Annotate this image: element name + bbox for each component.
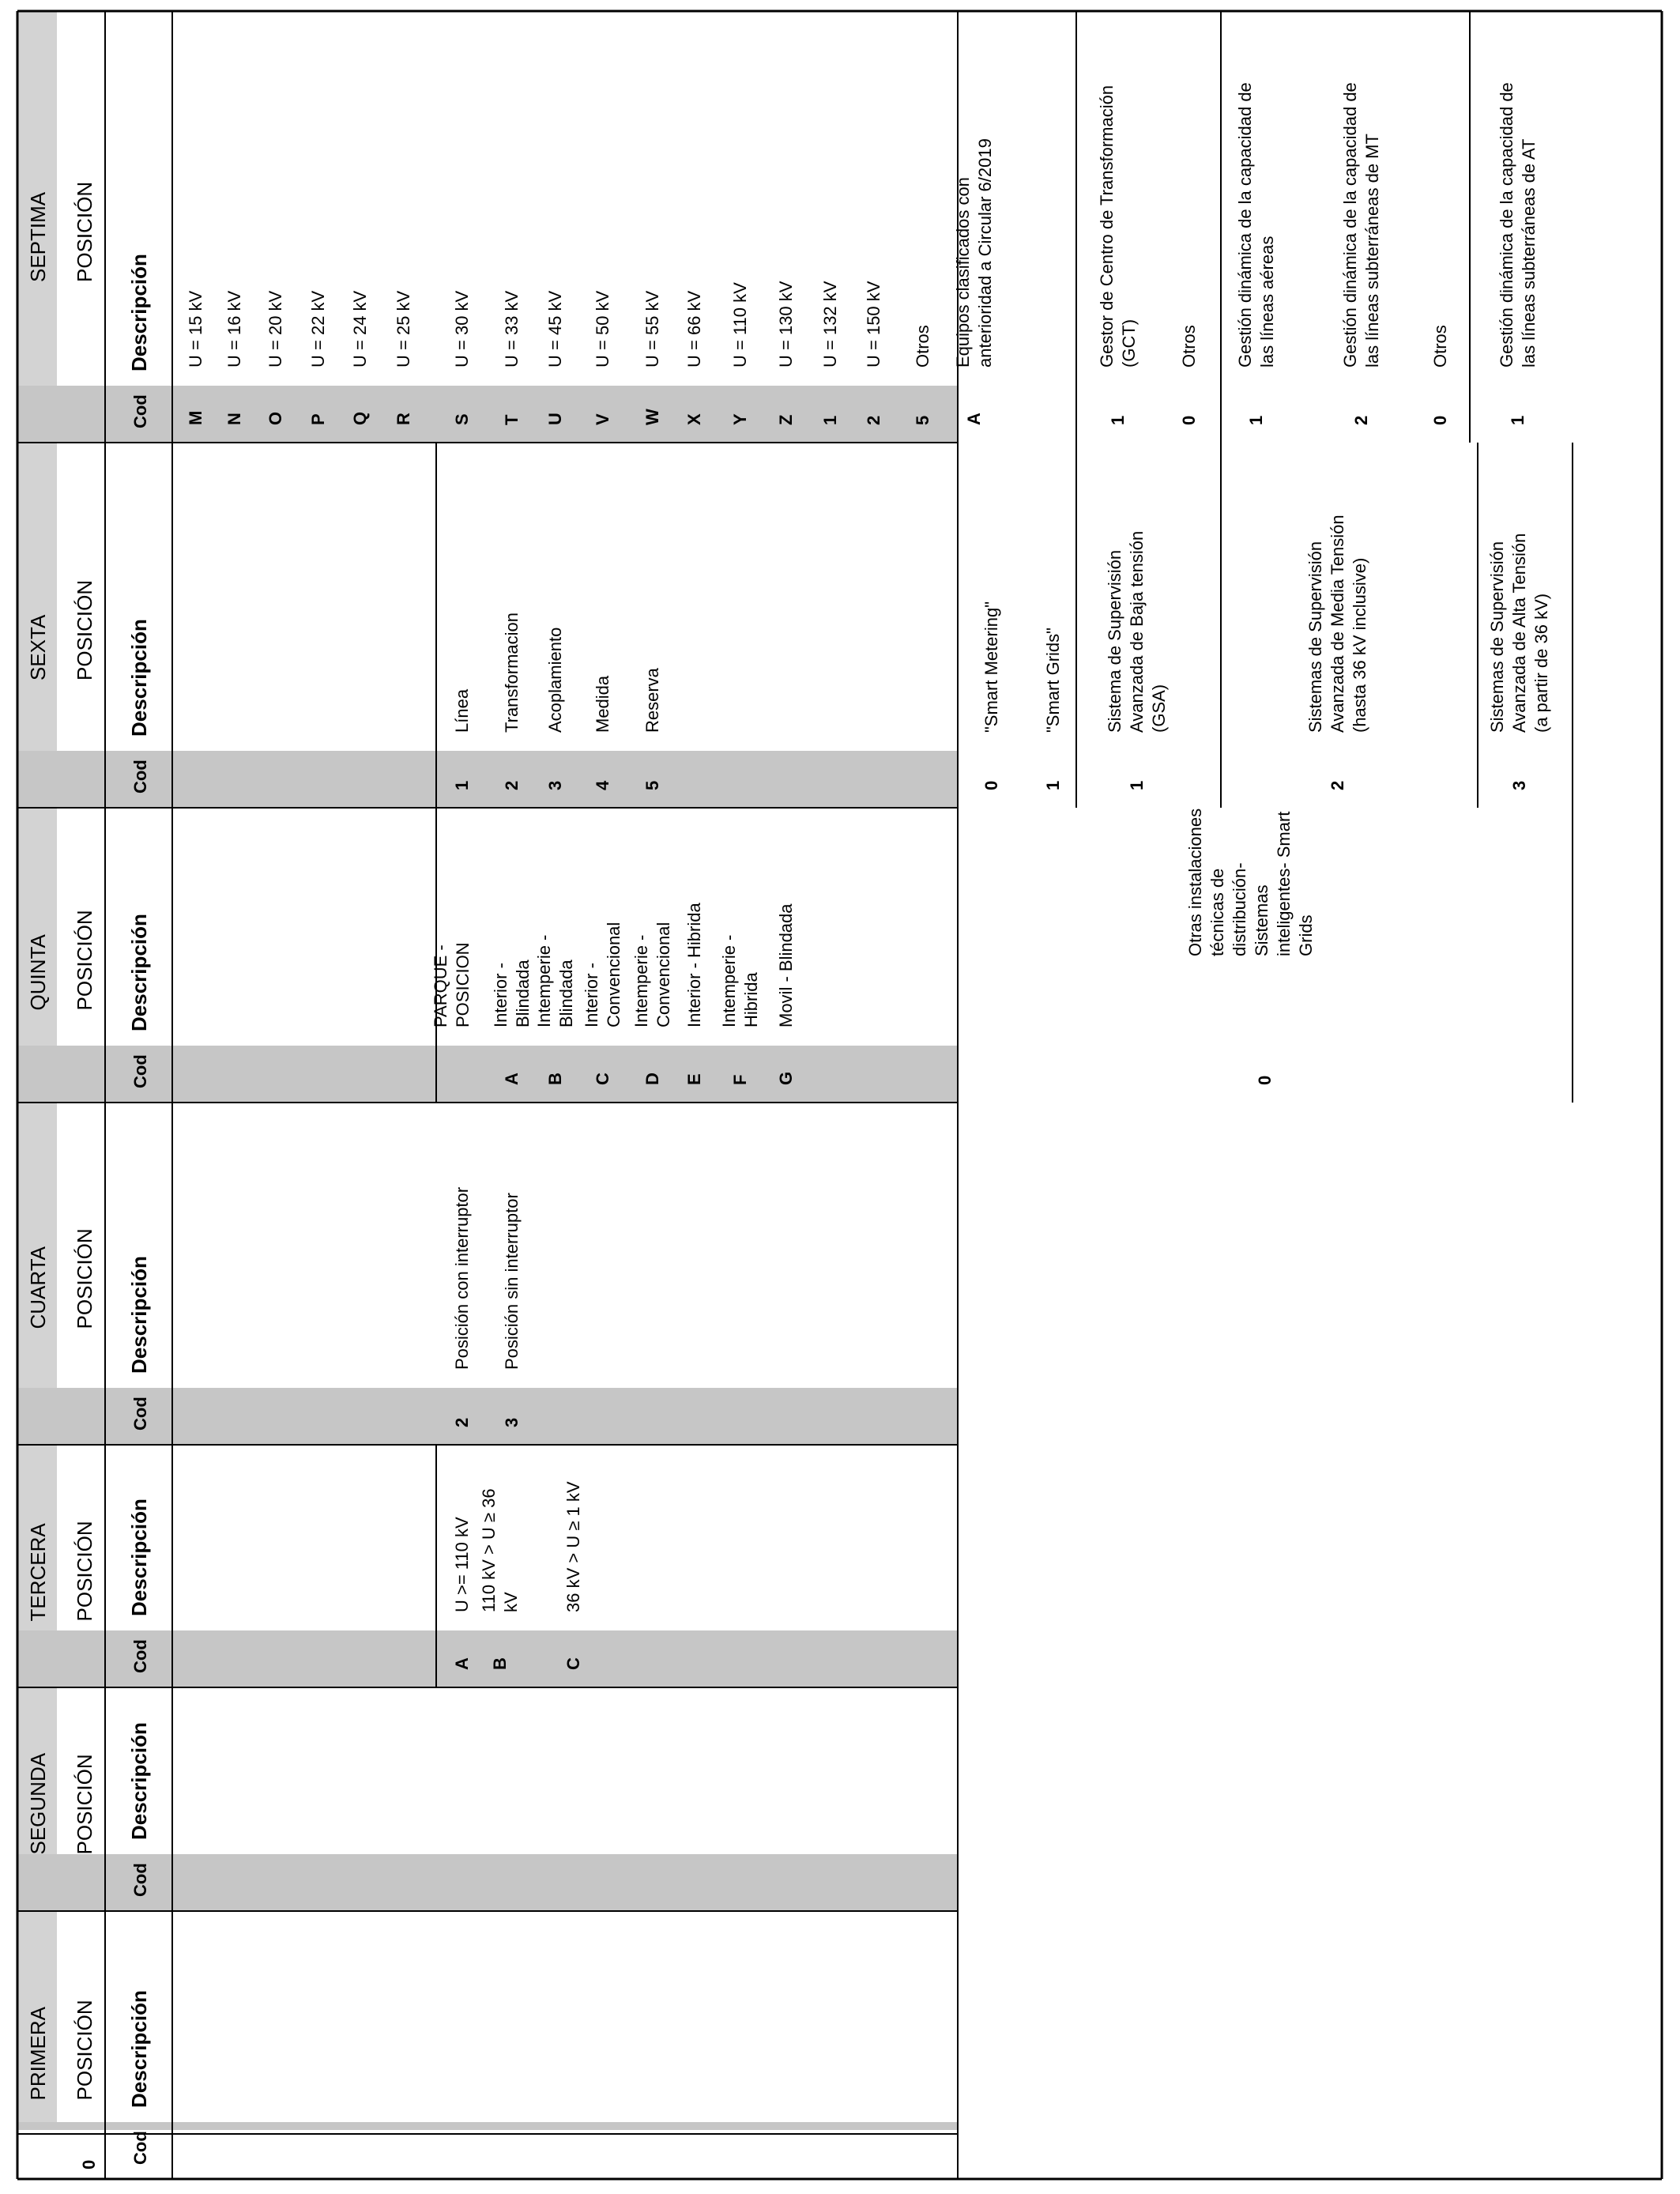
entry-code: W: [642, 409, 662, 425]
entry-code: B: [490, 1657, 510, 1670]
entry-code: A: [964, 413, 984, 425]
entry-code: 1: [1508, 415, 1527, 425]
entry-description: "Smart Grids": [1043, 628, 1063, 733]
entry-code: 0: [1179, 415, 1199, 425]
entry-code: 3: [1509, 780, 1529, 790]
position-ordinal-title: QUINTA: [26, 934, 50, 1011]
entry-code: A: [452, 1657, 472, 1670]
entry-description: Gestor de Centro de Transformación (GCT): [1097, 85, 1139, 368]
entry-description: Otros: [1179, 325, 1199, 368]
entry-description: U = 33 kV: [502, 290, 522, 368]
entry-description: Transformacion: [502, 612, 522, 733]
cod-header: Cod: [130, 760, 150, 794]
position-word: POSICIÓN: [73, 1521, 96, 1622]
entry-description: U >= 110 kV: [452, 1517, 472, 1612]
entry-description: Línea: [452, 688, 472, 733]
entry-code: P: [308, 413, 328, 425]
entry-code: 2: [1328, 780, 1347, 790]
entry-code: S: [452, 413, 472, 425]
entry-code: 0: [1430, 415, 1450, 425]
entry-code: 5: [642, 780, 662, 790]
position-word: POSICIÓN: [73, 910, 96, 1011]
descripcion-header: Descripción: [127, 1498, 151, 1616]
table-code-label: 0: [79, 2159, 99, 2169]
entry-code: A: [502, 1072, 522, 1085]
entry-code: 1: [1108, 415, 1128, 425]
entry-code: 1: [1246, 415, 1266, 425]
position-word: POSICIÓN: [73, 1228, 96, 1329]
entry-description: U = 110 kV: [730, 282, 750, 368]
entry-code: E: [684, 1073, 704, 1085]
entry-description: Otros: [1430, 325, 1450, 368]
entry-code: C: [563, 1657, 583, 1670]
entry-description: Intemperie - Blindada: [534, 934, 576, 1027]
entry-description: Acoplamiento: [545, 627, 565, 733]
cod-header: Cod: [130, 1054, 150, 1088]
entry-description: Gestión dinámica de la capacidad de las líneas subterráneas de AT: [1497, 82, 1539, 368]
entry-code: G: [776, 1071, 796, 1085]
entry-code: N: [224, 413, 244, 425]
descripcion-header: Descripción: [127, 619, 151, 737]
position-ordinal-title: TERCERA: [26, 1523, 50, 1622]
entry-code: 2: [864, 415, 883, 425]
entry-description: Otras instalaciones técnicas de distribución- Sistemas inteligentes- Smart Grids: [1185, 808, 1316, 956]
entry-description: U = 24 kV: [350, 290, 370, 368]
entry-code: 1: [1043, 780, 1063, 790]
entry-description: "Smart Metering": [981, 601, 1001, 733]
entry-description: 110 kV > U ≥ 36 kV: [479, 1488, 521, 1612]
descripcion-header: Descripción: [127, 914, 151, 1031]
entry-description: Equipos clasificados con anterioridad a Circular 6/2019: [953, 138, 995, 368]
entry-description: U = 66 kV: [684, 290, 704, 368]
entry-code: 0: [1255, 1075, 1275, 1085]
entry-code: T: [502, 414, 522, 425]
position-word: POSICIÓN: [73, 579, 96, 680]
entry-description: Intemperie - Hibrida: [719, 934, 761, 1027]
entry-code: C: [593, 1072, 612, 1085]
entry-description: Reserva: [642, 668, 662, 733]
entry-code: Q: [350, 411, 370, 425]
entry-code: 5: [913, 415, 932, 425]
descripcion-header: Descripción: [127, 1722, 151, 1840]
position-ordinal-title: SEGUNDA: [26, 1752, 50, 1855]
entry-code: F: [730, 1074, 750, 1085]
entry-description: U = 30 kV: [452, 290, 472, 368]
entry-code: R: [394, 413, 413, 425]
entry-description: Movil - Blindada: [776, 903, 796, 1027]
position-ordinal-title: CUARTA: [26, 1246, 50, 1329]
entry-description: U = 20 kV: [266, 290, 285, 368]
code-column-band: [17, 751, 958, 808]
entry-description: U = 130 kV: [776, 281, 796, 368]
entry-code: Y: [730, 413, 750, 425]
position-ordinal-title: SEPTIMA: [26, 191, 50, 282]
cod-header: Cod: [130, 1397, 150, 1431]
entry-code: 3: [545, 780, 565, 790]
descripcion-header: Descripción: [127, 1990, 151, 2108]
entry-description: U = 55 kV: [642, 290, 662, 368]
entry-description: U = 15 kV: [186, 290, 205, 368]
entry-description: Sistemas de Supervisión Avanzada de Alta Tensión (a partir de 36 kV): [1487, 533, 1551, 733]
entry-code: 4: [593, 780, 612, 790]
entry-description: U = 25 kV: [394, 290, 413, 368]
position-ordinal-title: SEXTA: [26, 614, 50, 680]
entry-description: Interior - Convencional: [582, 922, 623, 1027]
entry-code: U: [545, 413, 565, 425]
code-column-band: [17, 1854, 958, 1911]
entry-code: X: [684, 413, 704, 425]
descripcion-header: Descripción: [127, 1256, 151, 1374]
entry-description: U = 50 kV: [593, 290, 612, 368]
entry-code: V: [593, 413, 612, 425]
entry-description: U = 16 kV: [224, 290, 244, 368]
cod-header: Cod: [130, 1639, 150, 1673]
position-word: POSICIÓN: [73, 181, 96, 282]
entry-code: B: [545, 1072, 565, 1085]
entry-description: Intemperie - Convencional: [631, 922, 673, 1027]
entry-description: Medida: [593, 675, 612, 733]
position-word: POSICIÓN: [73, 2000, 96, 2101]
entry-description: Posición sin interruptor: [502, 1193, 522, 1370]
code-column-band: [17, 1630, 958, 1687]
entry-code: 1: [1127, 780, 1147, 790]
entry-description: Sistemas de Supervisión Avanzada de Media Tensión (hasta 36 kV inclusive): [1305, 515, 1369, 733]
entry-code: 1: [452, 780, 472, 790]
entry-code: D: [642, 1072, 662, 1085]
entry-code: O: [266, 411, 285, 425]
entry-description: Sistema de Supervisión Avanzada de Baja tensión (GSA): [1105, 530, 1169, 733]
entry-code: M: [186, 410, 205, 425]
entry-description: Gestión dinámica de la capacidad de las líneas aéreas: [1235, 82, 1277, 368]
entry-code: Z: [776, 414, 796, 425]
entry-code: 0: [981, 780, 1001, 790]
cod-header: Cod: [130, 1863, 150, 1897]
entry-description: U = 132 kV: [820, 281, 840, 368]
cod-header: Cod: [130, 394, 150, 428]
entry-code: 2: [1351, 415, 1371, 425]
entry-code: 2: [502, 780, 522, 790]
entry-description: U = 150 kV: [864, 281, 883, 368]
code-column-band: [17, 1046, 958, 1103]
entry-description: Interior - Hibrida: [684, 903, 704, 1027]
entry-code: 1: [820, 415, 840, 425]
entry-code: 2: [452, 1417, 472, 1427]
code-column-band: [17, 1388, 958, 1445]
entry-description: Otros: [913, 325, 932, 368]
entry-description: Posición con interruptor: [452, 1186, 472, 1370]
entry-description: Interior - Blindada: [491, 959, 533, 1027]
entry-code: 3: [502, 1417, 522, 1427]
entry-description: PARQUE - POSICION: [431, 942, 473, 1027]
entry-description: Gestión dinámica de la capacidad de las líneas subterráneas de MT: [1340, 82, 1382, 368]
code-column-band: [17, 386, 958, 443]
position-ordinal-title: PRIMERA: [26, 2007, 50, 2101]
cod-header: Cod: [130, 2131, 150, 2165]
entry-description: 36 kV > U ≥ 1 kV: [563, 1481, 583, 1612]
descripcion-header: Descripción: [127, 254, 151, 371]
entry-description: U = 22 kV: [308, 290, 328, 368]
position-word: POSICIÓN: [73, 1754, 96, 1855]
entry-description: U = 45 kV: [545, 290, 565, 368]
